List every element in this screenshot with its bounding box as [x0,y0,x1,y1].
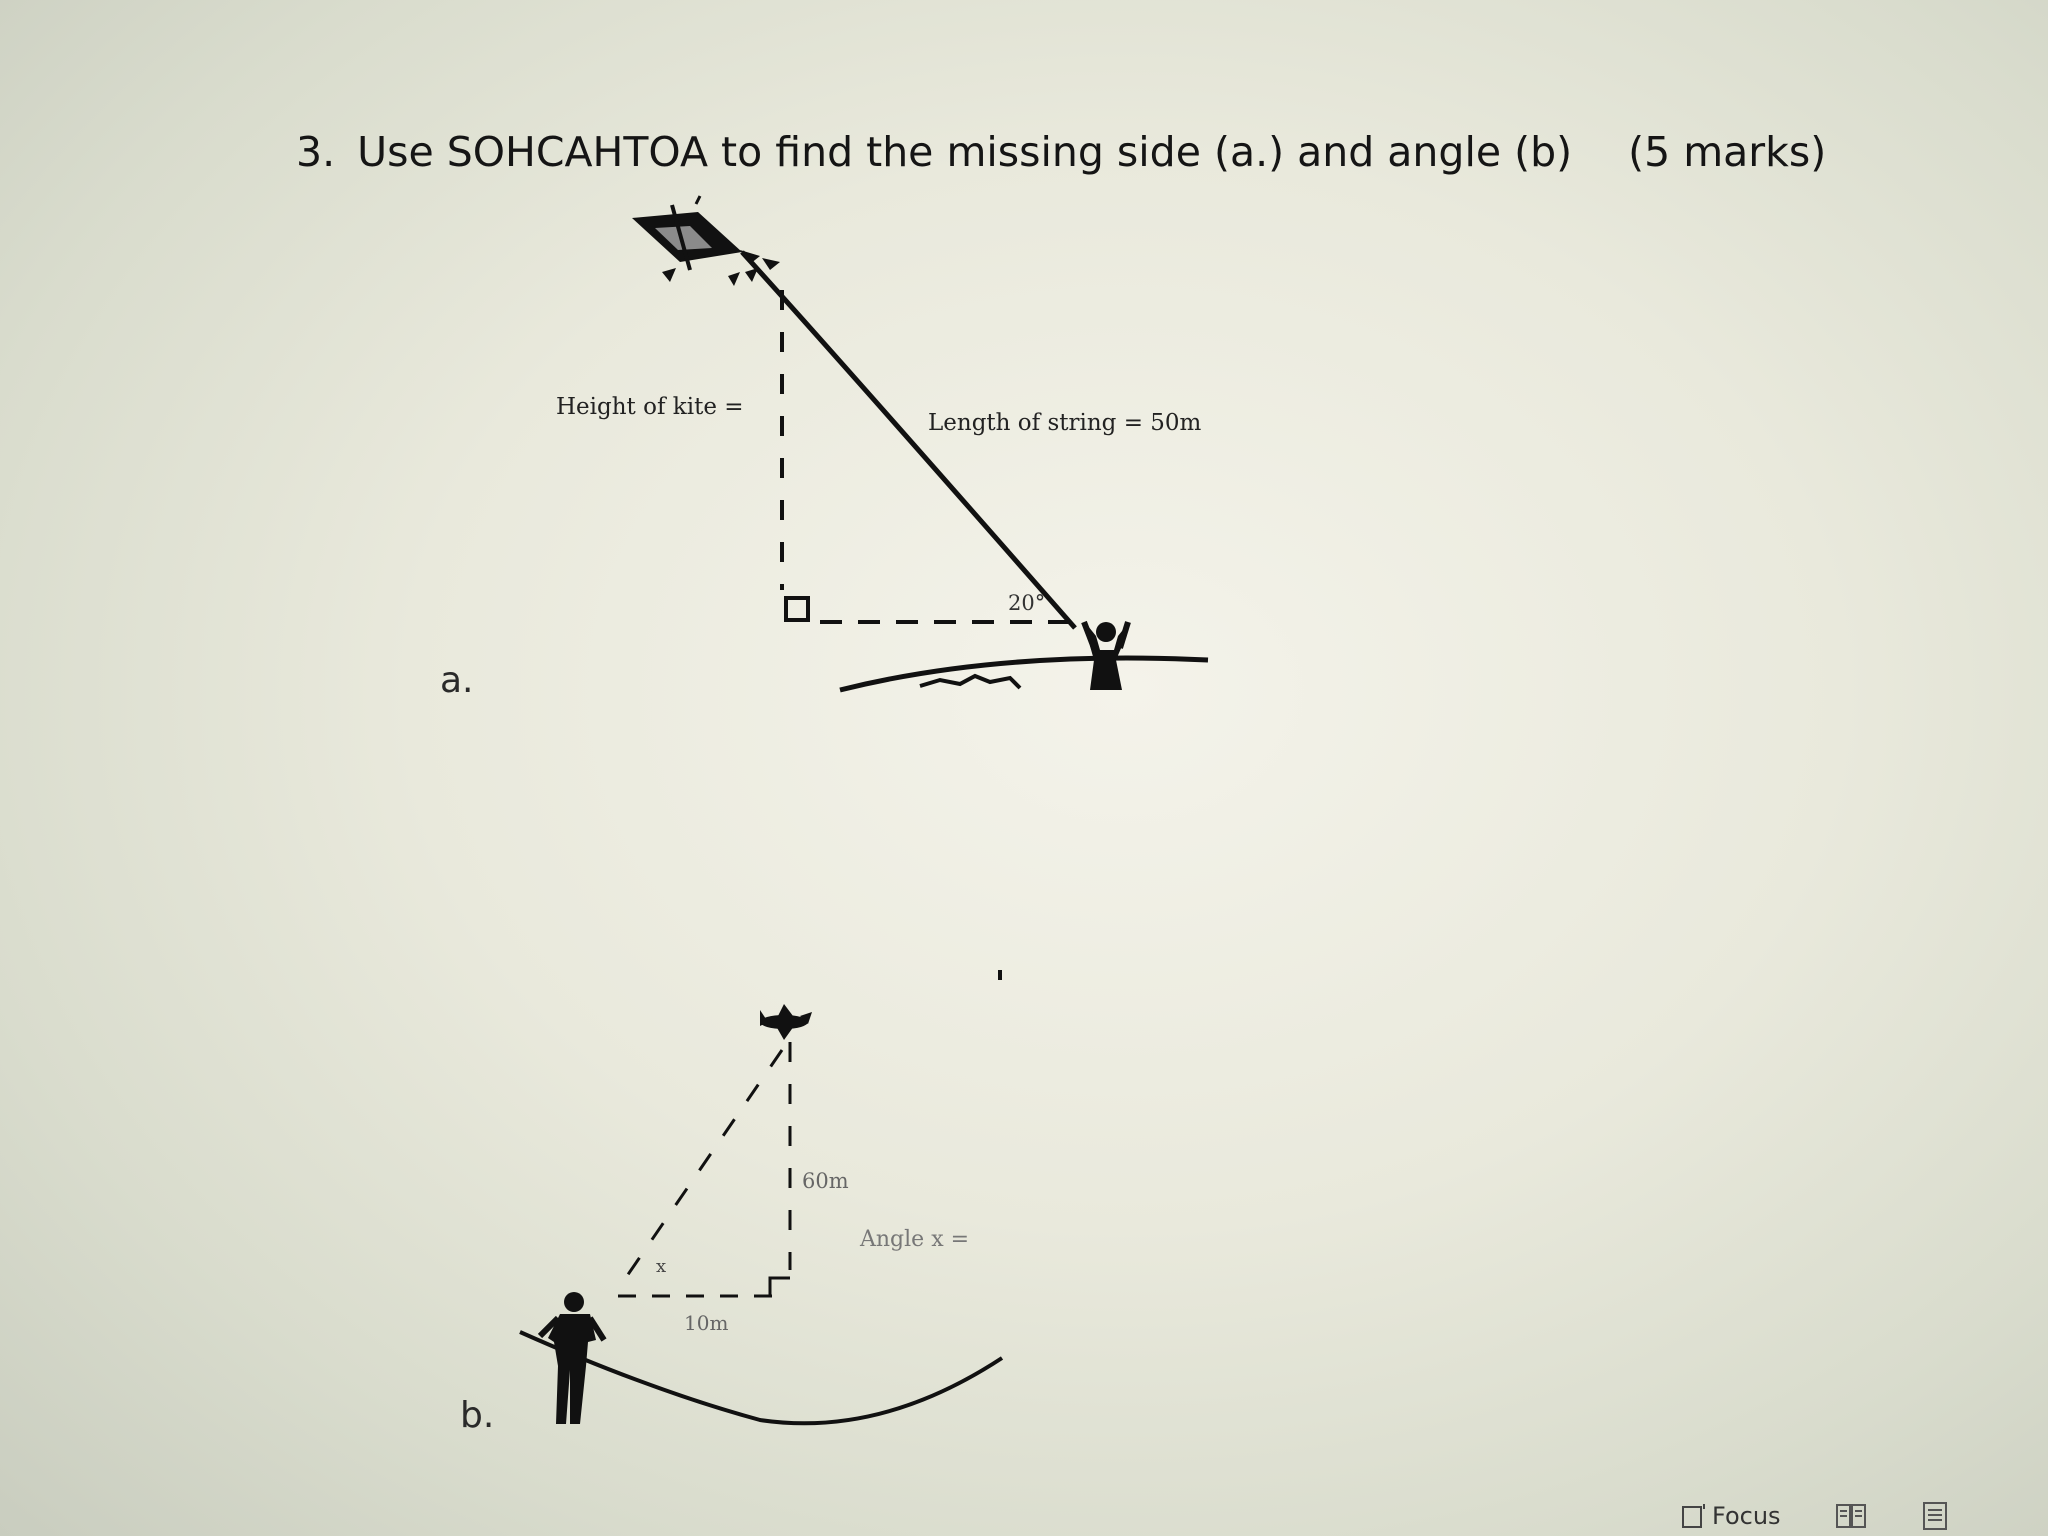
focus-button[interactable] [1680,1502,1781,1530]
read-mode-icon [1835,1502,1867,1530]
person-icon-b [540,1292,604,1424]
plane-figure [520,970,1002,1424]
plane-angle-label: Angle x = [860,1227,970,1252]
focus-icon [1680,1503,1706,1529]
plane-base-label: 10m [684,1311,729,1335]
right-angle-marker-b [770,1278,790,1296]
question-number: 3. [296,128,336,176]
ground-b [520,1332,1002,1423]
part-a-label: a. [440,660,474,701]
print-layout-button[interactable] [1921,1501,1949,1531]
ground-a [840,658,1208,690]
question-text: Use SOHCAHTOA to find the missing side (a.) and angle (b) [357,128,1573,176]
question-marks: (5 marks) [1628,128,1827,176]
word-statusbar [1680,1498,1949,1534]
kite-angle-label: 20° [1008,591,1046,615]
kite-string-label: Length of string = 50m [928,410,1202,436]
kite-string [742,252,1075,628]
plane-angle-var: x [656,1256,667,1277]
read-mode-button[interactable] [1835,1502,1867,1530]
kite-height-label: Height of kite = [556,394,744,420]
plane-sightline [616,1050,782,1292]
focus-label: Focus [1712,1502,1781,1530]
part-b-label: b. [460,1395,495,1436]
right-angle-marker-a [786,598,808,620]
print-layout-icon [1921,1501,1949,1531]
plane-icon [760,1004,812,1040]
kite-figure [556,196,1208,690]
plane-height-label: 60m [802,1169,849,1193]
